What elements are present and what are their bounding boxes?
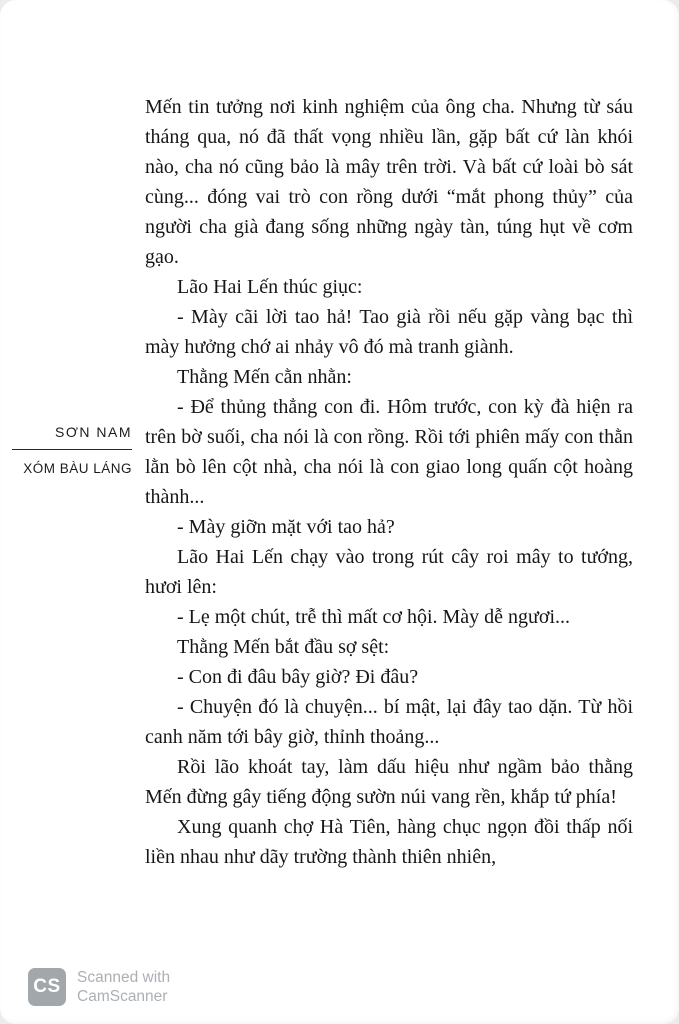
camscanner-caption-line1: Scanned with [77,969,171,986]
paragraph: - Lẹ một chút, trễ thì mất cơ hội. Mày dễ ngươi... [177,606,571,628]
paragraph: - Để thủng thẳng con đi. Hôm trước, con kỳ đà hiện ra trên bờ suối, cha nói là con rồng. Rồi tới phiên mấy con thằn lằn bò lên cột nhà, cha nói là con giao long quấn cột hoàng thành... [145,396,633,508]
paragraph: Rồi lão khoát tay, làm dấu hiệu như ngầm bảo thằng Mến đừng gây tiếng động sườn núi vang rền, khắp tứ phía! [145,756,633,808]
book-title: XÓM BÀU LÁNG [23,461,132,476]
paragraph: - Mày giỡn mặt với tao hả? [177,516,395,538]
camscanner-caption [77,968,170,1006]
paragraph: Thằng Mến bắt đầu sợ sệt: [177,636,390,658]
paragraph: Mến tin tưởng nơi kinh nghiệm của ông cha. Nhưng từ sáu tháng qua, nó đã thất vọng nhiều lần, gặp bất cứ làn khói nào, cha nó cũng bảo là mây trên trời. Và bất cứ loài bò sát cùng... đóng vai trò con rồng dưới “mắt phong thủy” của người cha già đang sống những ngày tàn, túng hụt về cơm gạo. [145,96,633,268]
paragraph: Xung quanh chợ Hà Tiên, hàng chục ngọn đồi thấp nối liền nhau như dãy trường thành thiên nhiên, [145,816,633,868]
paragraph: - Chuyện đó là chuyện... bí mật, lại đây tao dặn. Từ hồi canh năm tới bây giờ, thỉnh thoảng... [145,696,633,748]
paragraph: Lão Hai Lến thúc giục: [177,276,363,298]
page-text-block [145,92,633,872]
camscanner-caption-line2: CamScanner [77,988,168,1005]
paragraph: - Con đi đâu bây giờ? Đi đâu? [177,666,419,688]
paragraph: Thằng Mến cằn nhằn: [177,366,352,388]
camscanner-logo-icon [28,968,66,1006]
camscanner-logo-text: CS [33,976,61,997]
camscanner-watermark [28,968,170,1006]
margin-running-head [12,424,132,476]
author-name: SƠN NAM [55,424,132,440]
paragraph: - Mày cãi lời tao hả! Tao già rồi nếu gặp vàng bạc thì mày hưởng chớ ai nhảy vô đó mà tranh giành. [145,306,633,358]
paragraph: Lão Hai Lến chạy vào trong rút cây roi mây to tướng, hươi lên: [145,546,633,598]
